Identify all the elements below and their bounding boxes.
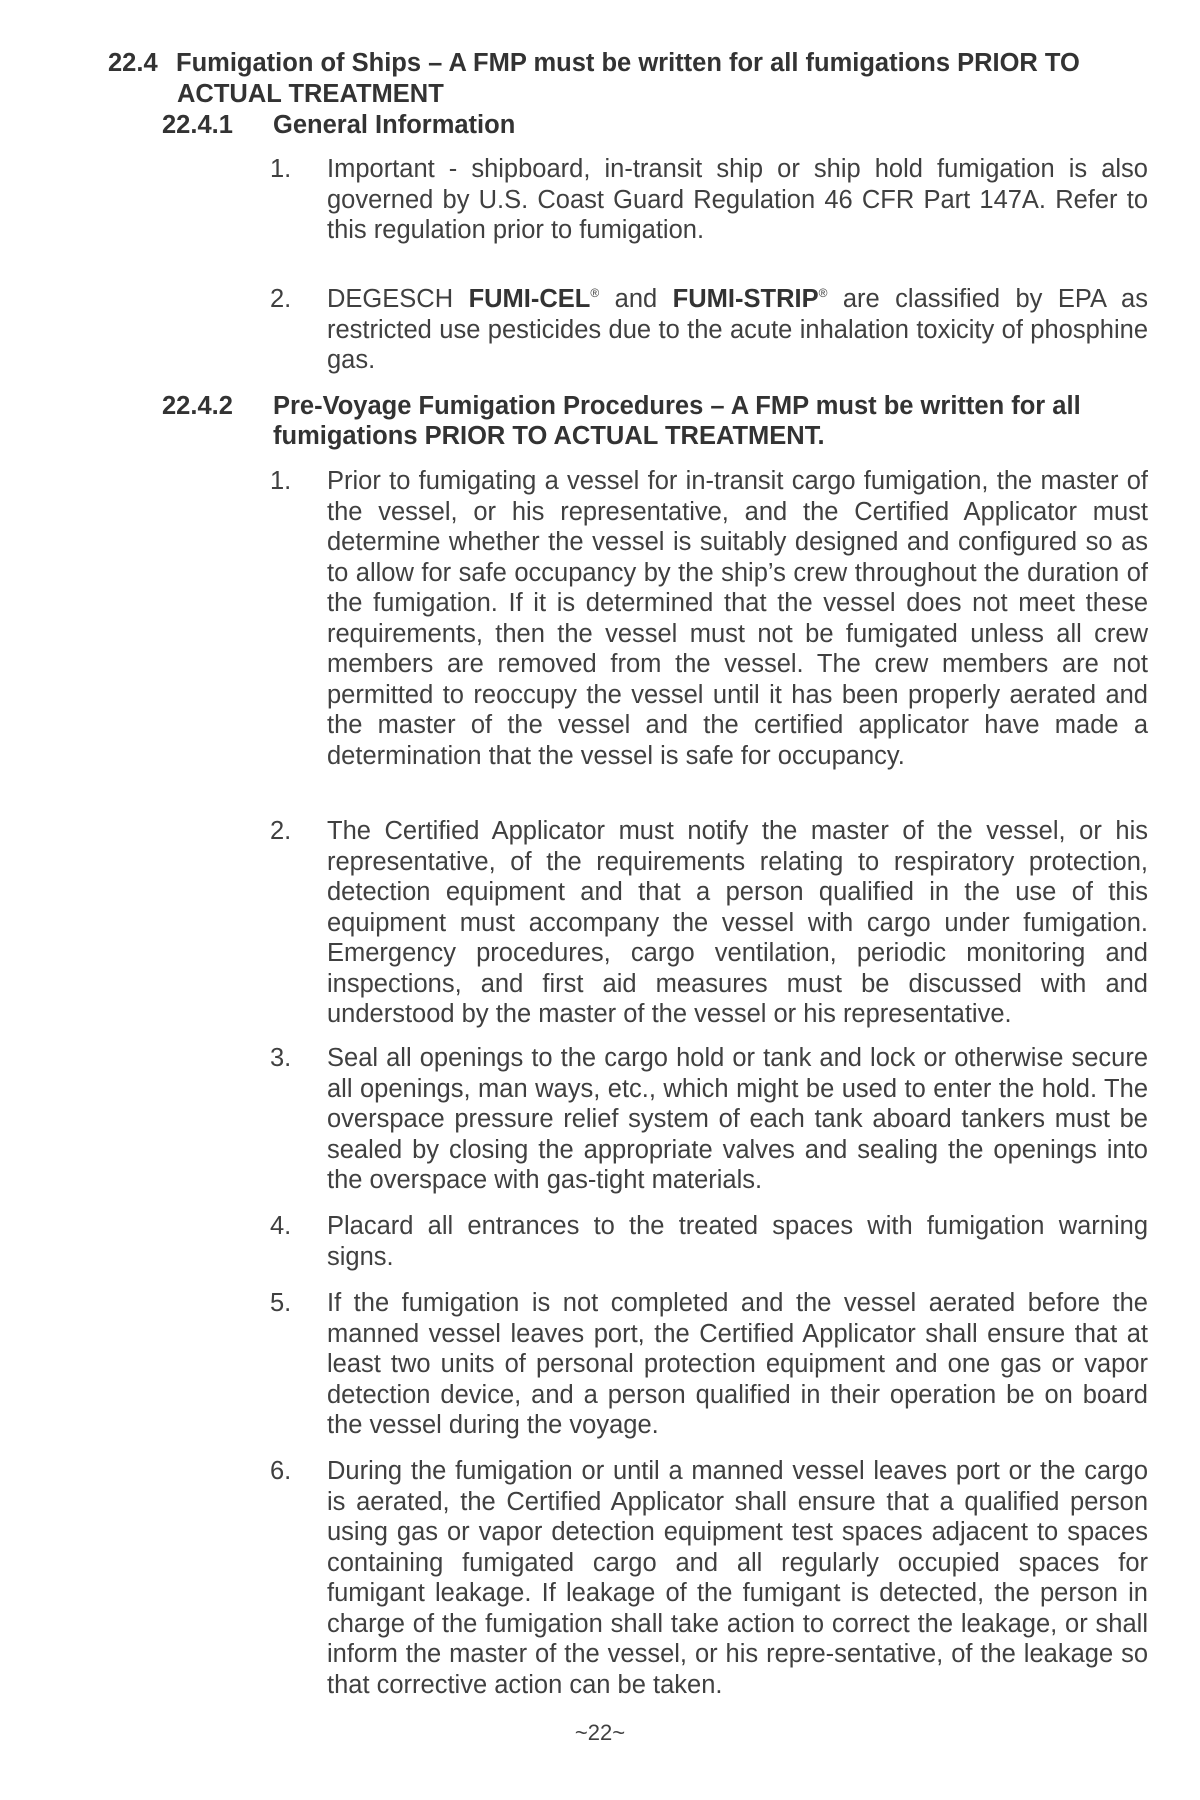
section-title-line-1: Fumigation of Ships – A FMP must be written for all fumigations PRIOR TO [176,49,1080,77]
list-item [270,154,1148,246]
list-item-number: 6. [270,1457,292,1485]
list-item [270,1211,1148,1272]
list-item-text: Important - shipboard, in-transit ship or ship hold fumigation is also governed by U.S. Coast Guard Regulation 46 CFR Part 147A. Refer to this regulation prior to fumigation. [327,155,1148,244]
subsection-heading-general-information [162,110,1148,140]
section-number: 22.4 [108,49,158,77]
list-item-text: Prior to fumigating a vessel for in-transit cargo fumigation, the master of the vessel, or his representative, and the Certified Applicator must determine whether the vessel is suitably designed and configured so as to allow for safe occupancy by the ship’s crew throughout the duration of the fumigation. If it is determined that the vessel does not meet these requirements, then the vessel must not be fumigated unless all crew members are removed from the vessel. The crew members are not permitted to reoccupy the vessel until it has been properly aerated and the master of the vessel and the certified applicator have made a determination that the vessel is safe for occupancy. [327,467,1148,770]
list-item [270,816,1148,1030]
list-item-text: Seal all openings to the cargo hold or tank and lock or otherwise secure all openings, man ways, etc., which might be used to enter the hold. The overspace pressure relief system of each tank aboard tankers must be sealed by closing the appropriate valves and sealing the openings into the overspace with gas-tight materials. [327,1044,1148,1194]
list-item [270,466,1148,771]
page-number: ~22~ [574,1720,626,1745]
subsection-number: 22.4.1 [162,111,233,139]
registered-mark: ® [818,286,828,300]
list-item-number: 2. [270,817,292,845]
subsection-title: General Information [273,111,516,139]
list-item-text: Placard all entrances to the treated spaces with fumigation warning signs. [327,1212,1148,1271]
list-item-text: DEGESCH FUMI-CEL® and FUMI-STRIP® are classified by EPA as restricted use pesticides due to the acute inhalation toxicity of phosphine gas. [327,285,1148,374]
section-title-line-2: ACTUAL TREATMENT [177,80,444,108]
subsection-number: 22.4.2 [162,392,233,420]
list-item-number: 4. [270,1212,292,1240]
list-item [270,1456,1148,1700]
list-item [270,1043,1148,1196]
list-item-text: The Certified Applicator must notify the master of the vessel, or his representative, of the requirements relating to respiratory protection, detection equipment and that a person qualified in the use of this equipment must accompany the vessel with cargo under fumigation. Emergency procedures, cargo ventilation, periodic monitoring and inspections, and first aid measures must be discussed with and understood by the master of the vessel or his representative. [327,817,1148,1028]
list-item-number: 1. [270,155,292,183]
list-item-number: 5. [270,1289,292,1317]
list-item [270,1288,1148,1441]
registered-mark: ® [590,286,600,300]
subsection-heading-pre-voyage-procedures [162,391,1148,451]
section-heading [108,48,1148,110]
list-item-number: 1. [270,467,292,495]
list-item-number: 2. [270,285,292,313]
list-item [270,284,1148,376]
product-name-fumi-cel: FUMI-CEL [468,285,591,313]
list-item-number: 3. [270,1044,292,1072]
product-name-fumi-strip: FUMI-STRIP [672,285,819,313]
list-item-text: During the fumigation or until a manned vessel leaves port or the cargo is aerated, the Certified Applicator shall ensure that a qualified person using gas or vapor detection equipment test spaces adjacent to spaces containing fumigated cargo and all regularly occupied spaces for fumigant leakage. If leakage of the fumigant is detected, the person in charge of the fumigation shall take action to correct the leakage, or shall inform the master of the vessel, or his repre-sentative, of the leakage so that corrective action can be taken. [327,1457,1148,1699]
subsection-title: Pre-Voyage Fumigation Procedures – A FMP must be written for all fumigations PRIOR TO ACTUAL TREATMENT. [273,392,1081,450]
list-item-text: If the fumigation is not completed and the vessel aerated before the manned vessel leaves port, the Certified Applicator shall ensure that at least two units of personal protection equipment and one gas or vapor detection device, and a person qualified in their operation be on board the vessel during the voyage. [327,1289,1148,1439]
